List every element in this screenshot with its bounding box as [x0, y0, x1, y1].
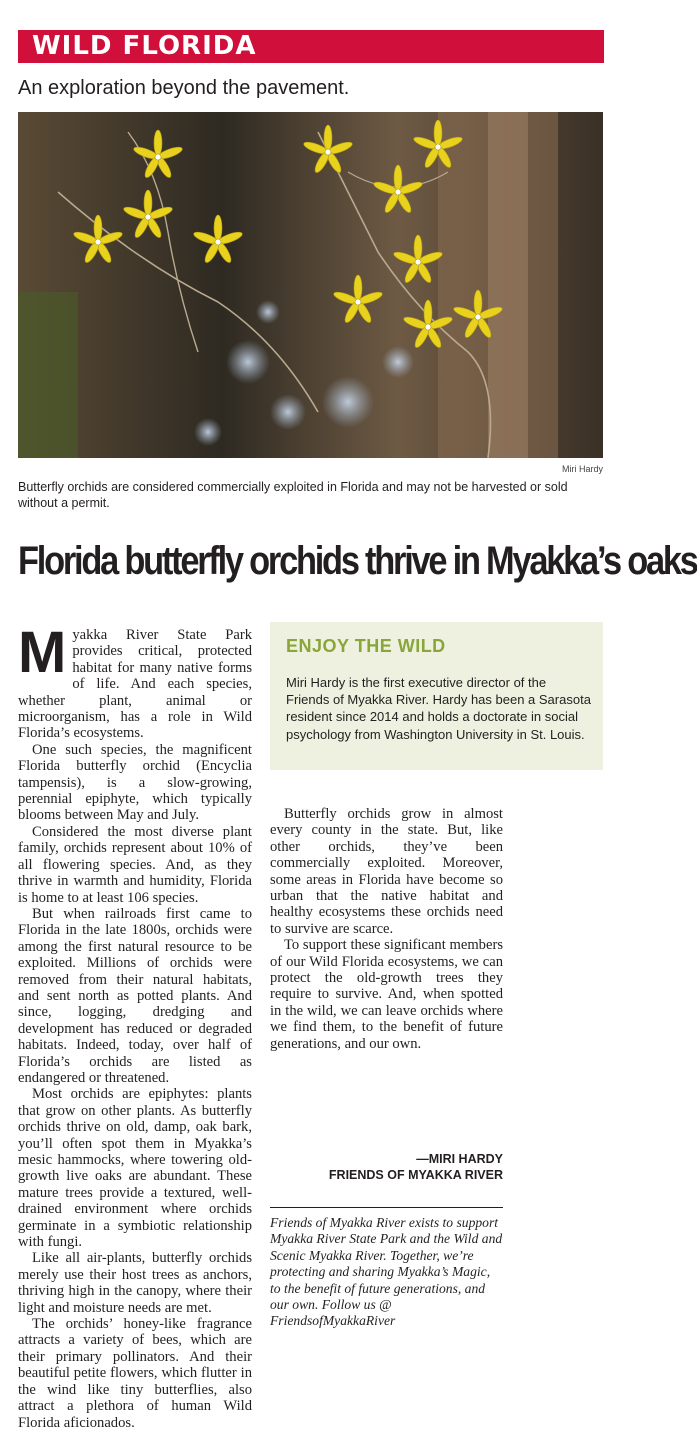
- article-headline: Florida butterfly orchids thrive in Myakka’s oaks: [18, 539, 697, 583]
- organization-note: Friends of Myakka River exists to support Myakka River State Park and the Wild and Scenic Myakka River. Together, we’re protecting and sharing Myakka’s Magic, to the benefit of future generations, and our own. Follow us @ FriendsofMyakkaRiver: [270, 1215, 503, 1329]
- article-paragraph: Considered the most diverse plant family, orchids represent about 10% of all flowering species. And, as they thrive in warmth and humidity, Florida is home to at least 106 species.: [18, 823, 252, 906]
- author-bio: Miri Hardy is the first executive director of the Friends of Myakka River. Hardy has been a Sarasota resident since 2014 and holds a doctorate in social psychology from Washington University in St. Louis.: [286, 675, 591, 742]
- photo-caption: Butterfly orchids are considered commercially exploited in Florida and may not be harvested or sold without a permit.: [18, 480, 568, 510]
- photo-credit: Miri Hardy: [561, 464, 603, 474]
- article-paragraph: To support these significant members of our Wild Florida ecosystems, we can protect the old-growth trees they require to survive. And, when spotted in the wild, we can leave orchids where we find them, to the benefit of future generations, and our own.: [270, 937, 503, 1052]
- article-paragraph: Myakka River State Park provides critical, protected habitat for many native forms of life. And each species, whether plant, animal or microorganism, has a role in Wild Florida’s ecosystems.: [18, 620, 252, 742]
- article-paragraph: Most orchids are epiphytes: plants that grow on other plants. As butterfly orchids thrive on old, damp, oak bark, you’ll often spot them in Myakka’s mesic hammocks, where towering old-growth live oaks are abundant. These mature trees provide a textured, well-drained environment where orchids germinate in a symbiotic relationship with fungi.: [18, 1086, 252, 1251]
- author-signature: —MIRI HARDY: [416, 1152, 503, 1166]
- article-paragraph: But when railroads first came to Florida in the late 1800s, orchids were among the first natural resource to be exploited. Millions of orchids were removed from their natural habitats, and sent north as potted plants. And since, logging, dredging and development has reduced or degraded habitats. Indeed, today, over half of Florida’s orchids are listed as endangered or threatened.: [18, 905, 252, 1086]
- article-column-1: [18, 620, 252, 1431]
- section-banner: [18, 30, 604, 63]
- article-column-2: [270, 806, 503, 1052]
- enjoy-the-wild-box: [270, 622, 603, 770]
- author-organization: FRIENDS OF MYAKKA RIVER: [328, 1168, 503, 1182]
- sidebar-heading: ENJOY THE WILD: [286, 636, 446, 656]
- article-paragraph: Like all air-plants, butterfly orchids merely use their host trees as anchors, thriving high in the canopy, where their light and moisture needs are met.: [18, 1250, 252, 1316]
- article-paragraph: Butterfly orchids grow in almost every county in the state. But, like other orchids, they’ve been commercially exploited. Moreover, some areas in Florida have become so urban that the native habitat and healthy ecosystems these orchids need to survive are scarce.: [270, 806, 503, 937]
- tagline: An exploration beyond the pavement.: [18, 77, 350, 99]
- orchid-photo: [18, 112, 603, 458]
- drop-cap: M: [18, 620, 67, 685]
- orchid-photo-illustration: [18, 112, 603, 458]
- divider: [270, 1207, 503, 1208]
- article-paragraph: One such species, the magnificent Florida butterfly orchid (Encyclia tampensis), is a slow-growing, perennial epiphyte, which typically blooms between May and July.: [18, 741, 252, 824]
- section-label: WILD FLORIDA: [32, 31, 257, 61]
- article-paragraph: The orchids’ honey-like fragrance attracts a variety of bees, which are their primary pollinators. And their beautiful petite flowers, which flutter in the wind like tiny butterflies, also attract a plethora of human Wild Florida aficionados.: [18, 1316, 252, 1431]
